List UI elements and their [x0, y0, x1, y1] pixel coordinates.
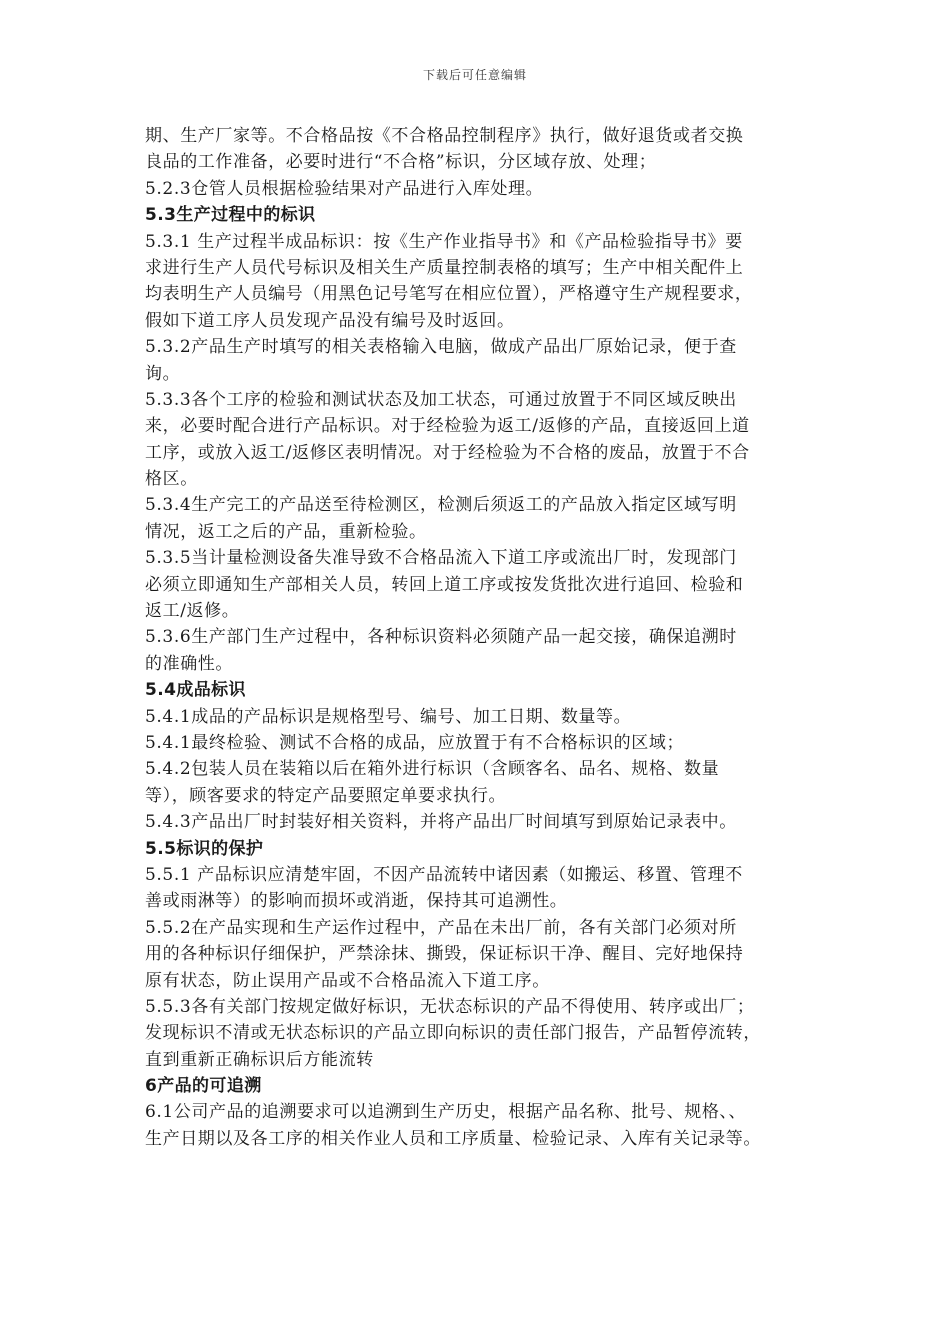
text-line: 原有状态，防止误用产品或不合格品流入下道工序。: [145, 970, 550, 991]
text-line: 工序，或放入返工/返修区表明情况。对于经检验为不合格的废品，放置于不合: [145, 442, 750, 463]
text-line: 情况，返工之后的产品，重新检验。: [145, 521, 427, 542]
text-line: 直到重新正确标识后方能流转: [145, 1049, 374, 1070]
text-line: 期、生产厂家等。不合格品按《不合格品控制程序》执行，做好退货或者交换: [145, 126, 744, 146]
text-line: 的准确性。: [145, 653, 233, 674]
text-line: 5.2.3仓管人员根据检验结果对产品进行入库处理。: [145, 178, 544, 199]
page-header: 下载后可任意编辑: [422, 68, 527, 82]
text-line: 5.3.1 生产过程半成品标识：按《生产作业指导书》和《产品检验指导书》要: [145, 231, 743, 252]
text-line: 求进行生产人员代号标识及相关生产质量控制表格的填写；生产中相关配件上: [145, 257, 744, 278]
section-heading: 5.3生产过程中的标识: [145, 205, 316, 226]
text-line: 良品的工作准备，必要时进行“不合格”标识，分区域存放、处理；: [145, 152, 657, 173]
text-line: 5.4.1成品的产品标识是规格型号、编号、加工日期、数量等。: [145, 706, 632, 727]
text-line: 5.3.4生产完工的产品送至待检测区，检测后须返工的产品放入指定区域写明: [145, 495, 737, 516]
document-body: [145, 123, 825, 1152]
section-heading: 5.4成品标识: [145, 680, 246, 701]
text-line: 5.5.2在产品实现和生产运作过程中，产品在未出厂前，各有关部门必须对所: [145, 917, 737, 938]
text-line: 6.1公司产品的追溯要求可以追溯到生产历史，根据产品名称、批号、规格、、: [145, 1102, 747, 1123]
text-line: 格区。: [145, 469, 198, 490]
section-heading: 5.5标识的保护: [145, 838, 264, 859]
text-line: 均表明生产人员编号（用黑色记号笔写在相应位置），严格遵守生产规程要求，: [145, 284, 753, 305]
text-line: 生产日期以及各工序的相关作业人员和工序质量、检验记录、入库有关记录等。: [145, 1128, 761, 1149]
text-line: 5.3.6生产部门生产过程中，各种标识资料必须随产品一起交接，确保追溯时: [145, 627, 737, 648]
text-line: 5.3.2产品生产时填写的相关表格输入电脑，做成产品出厂原始记录，便于查: [145, 337, 737, 358]
text-line: 5.4.1最终检验、测试不合格的成品，应放置于有不合格标识的区域；: [145, 732, 685, 753]
text-line: 等），顾客要求的特定产品要照定单要求执行。: [145, 785, 507, 806]
text-line: 5.4.2包装人员在装箱以后在箱外进行标识（含顾客名、品名、规格、数量: [145, 759, 720, 780]
text-line: 5.3.5当计量检测设备失准导致不合格品流入下道工序或流出厂时，发现部门: [145, 548, 737, 569]
text-line: 发现标识不清或无状态标识的产品立即向标识的责任部门报告，产品暂停流转，: [145, 1023, 761, 1044]
text-line: 5.5.1 产品标识应清楚牢固，不因产品流转中诸因素（如搬运、移置、管理不: [145, 864, 743, 885]
text-line: 5.5.3各有关部门按规定做好标识，无状态标识的产品不得使用、转序或出厂；: [145, 996, 755, 1017]
text-line: 必须立即通知生产部相关人员，转回上道工序或按发货批次进行追回、检验和: [145, 574, 744, 595]
text-line: 询。: [145, 363, 181, 384]
text-line: 返工/返修。: [145, 601, 240, 622]
text-line: 善或雨淋等）的影响而损坏或消逝，保持其可追溯性。: [145, 891, 568, 912]
section-heading: 6产品的可追溯: [145, 1076, 262, 1097]
text-line: 5.3.3各个工序的检验和测试状态及加工状态，可通过放置于不同区域反映出: [145, 389, 737, 410]
text-line: 假如下道工序人员发现产品没有编号及时返回。: [145, 310, 515, 331]
text-line: 用的各种标识仔细保护，严禁涂抹、撕毁，保证标识干净、醒目、完好地保持: [145, 944, 744, 965]
text-line: 来，必要时配合进行产品标识。对于经检验为返工/返修的产品，直接返回上道: [145, 416, 750, 437]
text-line: 5.4.3产品出厂时封装好相关资料，并将产品出厂时间填写到原始记录表中。: [145, 812, 737, 833]
